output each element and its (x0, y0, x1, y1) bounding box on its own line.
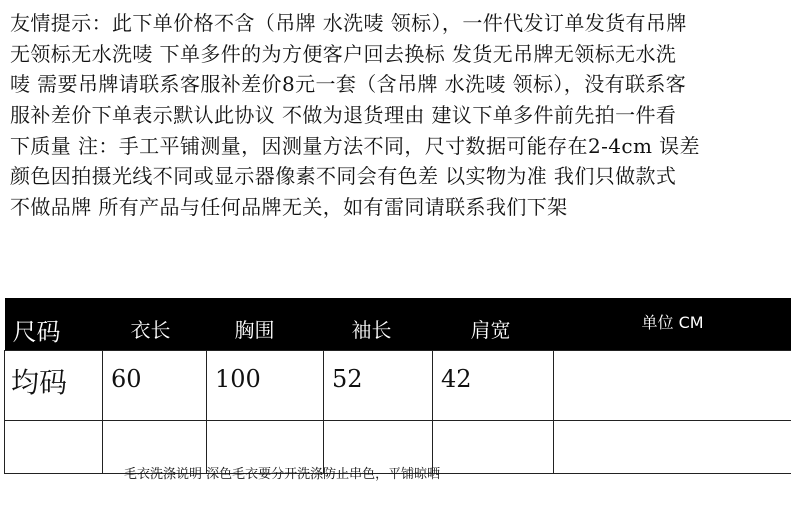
notice-line: 下质量 注：手工平铺测量，因测量方法不同，尺寸数据可能存在2-4cm 误差 (10, 133, 700, 158)
notice-line: 友情提示：此下单价格不含（吊牌 水洗唛 领标），一件代发订单发货有吊牌 (10, 11, 687, 35)
table-cell: 42 (433, 350, 554, 420)
notice-text (10, 8, 790, 223)
header-unit: 单位 CM (641, 313, 704, 332)
notice-line: 不做品牌 所有产品与任何品牌无关，如有雷同请联系我们下架 (10, 195, 568, 220)
table-cell: 100 (207, 350, 324, 420)
header-sleeve: 袖长 (351, 318, 392, 342)
notice-line: 唛 需要吊牌请联系客服补差价8元一套（含吊牌 水洗唛 领标），没有联系客 (10, 72, 687, 97)
table-cell: 52 (324, 350, 433, 420)
notice-line: 无领标无水洗唛 下单多件的为方便客户回去换标 发货无吊牌无领标无水洗 (10, 41, 677, 66)
table-cell: 60 (103, 350, 207, 420)
notice-line: 颜色因拍摄光线不同或显示器像素不同会有色差 以实物为准 我们只做款式 (10, 164, 677, 189)
size-table (4, 298, 791, 474)
table-cell (554, 350, 791, 420)
header-chest: 胸围 (234, 318, 275, 342)
table-cell (554, 420, 791, 473)
header-shoulder: 肩宽 (470, 318, 511, 342)
header-length: 衣长 (130, 318, 171, 342)
table-cell: 均码 (5, 350, 103, 420)
notice-line: 服补差价下单表示默认此协议 不做为退货理由 建议下单多件前先拍一件看 (10, 103, 677, 128)
table-cell (5, 420, 103, 473)
size-table-header (5, 298, 791, 350)
care-note: 毛衣洗涤说明 深色毛衣要分开洗涤防止串色，平铺晾晒 (124, 467, 441, 482)
table-cell (433, 420, 554, 473)
table-row (5, 350, 791, 420)
header-size: 尺码 (12, 318, 61, 346)
